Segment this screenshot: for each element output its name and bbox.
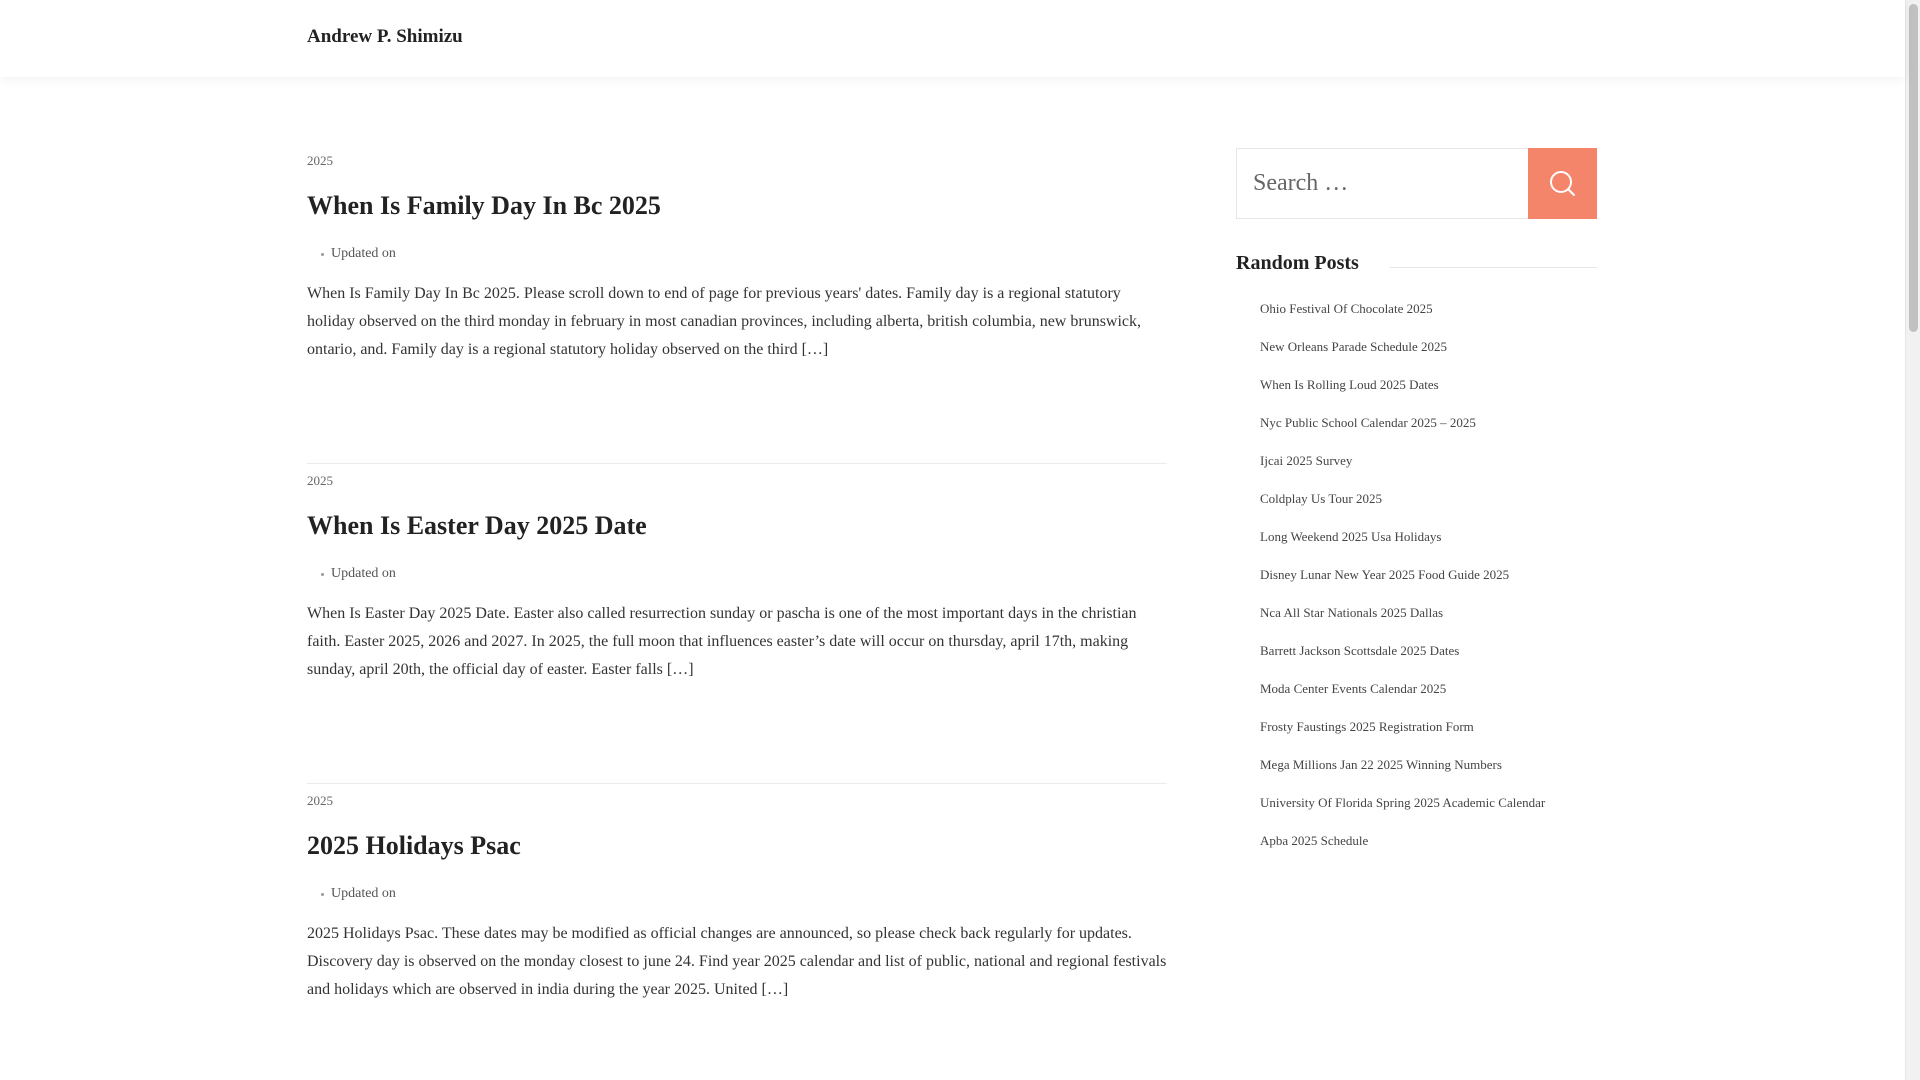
list-item [1236, 788, 1597, 826]
post-updated-meta: Updated on [331, 886, 396, 901]
random-post-link[interactable]: Coldplay Us Tour 2025 [1260, 491, 1382, 506]
random-post-link[interactable]: Nyc Public School Calendar 2025 – 2025 [1260, 415, 1476, 430]
list-item [1236, 560, 1597, 598]
random-post-link[interactable]: Ijcai 2025 Survey [1260, 453, 1353, 468]
list-item [1236, 712, 1597, 750]
list-item [1236, 674, 1597, 712]
random-post-link[interactable]: Nca All Star Nationals 2025 Dallas [1260, 605, 1444, 620]
scrollbar-thumb[interactable] [1909, 4, 1918, 332]
list-item [1236, 826, 1597, 864]
site-header [0, 0, 1905, 77]
widget-title-divider [1390, 267, 1597, 268]
random-post-link[interactable]: Mega Millions Jan 22 2025 Winning Numbers [1260, 757, 1502, 772]
post-list [307, 144, 1167, 1080]
post-excerpt: When Is Easter Day 2025 Date. Easter also called resurrection sunday or pascha is one of the most important days in the christian faith. Easter 2025, 2026 and 2027. In 2025, the full moon that influences easter’s date will occur on thursday, april 17th, making sunday, april 20th, the official day of easter. Easter falls […] [307, 605, 1137, 678]
search-icon [1548, 169, 1578, 199]
list-item [1236, 636, 1597, 674]
random-post-link[interactable]: Ohio Festival Of Chocolate 2025 [1260, 301, 1433, 316]
sidebar [1236, 148, 1597, 864]
random-post-link[interactable]: Apba 2025 Schedule [1260, 833, 1369, 848]
vertical-scrollbar[interactable] [1905, 0, 1920, 1080]
post-title-link[interactable]: When Is Family Day In Bc 2025 [307, 191, 661, 220]
random-post-link[interactable]: Frosty Faustings 2025 Registration Form [1260, 719, 1474, 734]
list-item [1236, 370, 1597, 408]
random-post-link[interactable]: Long Weekend 2025 Usa Holidays [1260, 529, 1442, 544]
random-post-link[interactable]: When Is Rolling Loud 2025 Dates [1260, 377, 1439, 392]
post-title-link[interactable]: When Is Easter Day 2025 Date [307, 511, 647, 540]
list-item [1236, 294, 1597, 332]
widget-title: Random Posts [1236, 252, 1377, 275]
post-title-link[interactable]: 2025 Holidays Psac [307, 831, 521, 860]
search-button[interactable] [1528, 148, 1597, 219]
post-excerpt: 2025 Holidays Psac. These dates may be modified as official changes are announced, so please check back regularly for updates. Discovery day is observed on the monday closest to june 24. Find year 2025 calendar and list of public, national and regional festivals and holidays which are observed in india during the year 2025. United […] [307, 925, 1167, 998]
random-post-link[interactable]: University Of Florida Spring 2025 Academic Calendar [1260, 795, 1546, 810]
list-item [1236, 446, 1597, 484]
list-item [1236, 332, 1597, 370]
list-item [1236, 522, 1597, 560]
list-item [1236, 598, 1597, 636]
random-post-link[interactable]: New Orleans Parade Schedule 2025 [1260, 339, 1447, 354]
post-card [307, 144, 1167, 464]
site-title-link[interactable]: Andrew P. Shimizu [307, 26, 463, 47]
post-category-link[interactable]: 2025 [307, 153, 333, 168]
post-updated-meta: Updated on [331, 566, 396, 581]
search-form [1236, 148, 1597, 219]
list-item [1236, 408, 1597, 446]
random-post-link[interactable]: Disney Lunar New Year 2025 Food Guide 2025 [1260, 567, 1510, 582]
random-post-link[interactable]: Barrett Jackson Scottsdale 2025 Dates [1260, 643, 1460, 658]
post-card [307, 464, 1167, 784]
post-category-link[interactable]: 2025 [307, 793, 333, 808]
post-category-link[interactable]: 2025 [307, 473, 333, 488]
search-input[interactable] [1236, 148, 1529, 219]
random-post-link[interactable]: Moda Center Events Calendar 2025 [1260, 681, 1447, 696]
random-posts-widget-header [1236, 252, 1597, 282]
random-posts-list [1236, 294, 1597, 864]
post-card [307, 784, 1167, 1080]
post-excerpt: When Is Family Day In Bc 2025. Please scroll down to end of page for previous years' dates. Family day is a regional statutory holiday observed on the third monday in february in most canadian provinces, including alberta, british columbia, new brunswick, ontario, and. Family day is a regional statutory holiday observed on the third […] [307, 285, 1142, 358]
list-item [1236, 484, 1597, 522]
list-item [1236, 750, 1597, 788]
post-updated-meta: Updated on [331, 246, 396, 261]
